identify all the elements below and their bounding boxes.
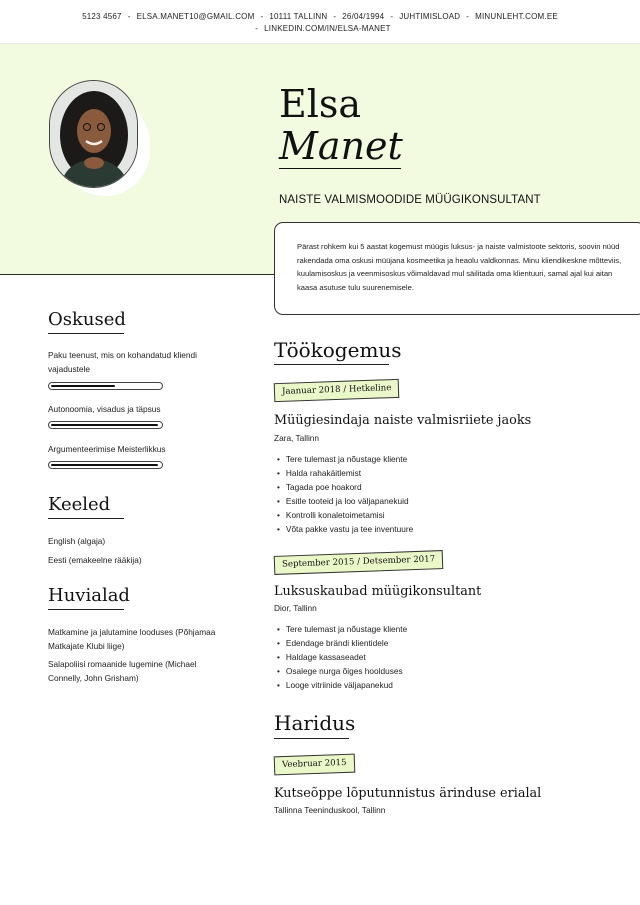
company-1: Zara, Tallinn	[274, 433, 320, 443]
name-divider	[279, 168, 401, 169]
task-item: • Tere tulemast ja nõustage kliente	[277, 623, 407, 637]
website-link[interactable]: MINUNLEHT.COM.EE	[475, 12, 558, 21]
phone: 5123 4567	[82, 12, 122, 21]
task-item: • Võta pakke vastu ja tee inventuure	[277, 523, 413, 537]
birthdate: 26/04/1994	[342, 12, 385, 21]
linkedin-link[interactable]: LINKEDIN.COM/IN/ELSA-MANET	[264, 24, 391, 33]
task-item: • Tagada poe hoakord	[277, 481, 413, 495]
skill-label: Argumenteerimise Meisterlikkus	[48, 444, 166, 454]
skill-level-fill	[51, 424, 158, 426]
interest-item: Matkamine ja jalutamine looduses (Põhjamaa Matkajate Klubi liige)	[48, 627, 216, 651]
language-item: Eesti (emakeelne rääkija)	[48, 555, 142, 565]
email-link[interactable]: ELSA.MANET10@GMAIL.COM	[136, 12, 255, 21]
company-2: Dior, Tallinn	[274, 603, 317, 613]
skill-level-fill	[51, 464, 158, 466]
interests-heading: Huvialad	[48, 585, 130, 606]
interest-item: Salapoliisi romaanide lugemine (Michael Connelly, John Grisham)	[48, 659, 197, 683]
job-title-1: Müügiesindaja naiste valmisriiete jaoks	[274, 413, 532, 428]
skill-label: Paku teenust, mis on kohandatud kliendi vajadustele	[48, 350, 197, 374]
task-list-2	[277, 623, 407, 693]
task-item: • Haldage kassaseadet	[277, 651, 407, 665]
languages-heading: Keeled	[48, 494, 111, 515]
education-divider	[274, 738, 349, 739]
languages-divider	[48, 518, 124, 519]
task-item: • Looge vitriinide väljapanekud	[277, 679, 407, 693]
task-list-1	[277, 453, 413, 536]
profile-photo	[49, 80, 138, 188]
task-item: • Esitle tooteid ja loo väljapanekuid	[277, 495, 413, 509]
summary-box	[274, 222, 640, 315]
task-item: • Tere tulemast ja nõustage kliente	[277, 453, 413, 467]
language-item: English (algaja)	[48, 536, 106, 546]
interests-divider	[48, 609, 124, 610]
date-tag: September 2015 / Detsember 2017	[274, 550, 444, 575]
address: 10111 TALLINN	[269, 12, 328, 21]
skill-level-bar	[48, 421, 163, 429]
first-name: Elsa	[279, 82, 362, 126]
contact-row-2: - LINKEDIN.COM/IN/ELSA-MANET	[255, 24, 391, 33]
job-title: NAISTE VALMISMOODIDE MÜÜGIKONSULTANT	[279, 194, 541, 206]
experience-divider	[274, 364, 389, 365]
task-item: • Kontrolli konaletoimetamisi	[277, 509, 413, 523]
date-tag: Veebruar 2015	[274, 754, 355, 776]
skill-level-fill	[51, 385, 115, 387]
contact-row-1: 5123 4567 - ELSA.MANET10@GMAIL.COM - 10111 TALLINN - 26/04/1994 - JUHTIMISLOAD - MINUNLEHT.COM.EE	[82, 12, 558, 21]
driving-license: JUHTIMISLOAD	[399, 12, 461, 21]
degree-title: Kutseõppe lõputunnistus ärinduse erialal	[274, 786, 542, 801]
last-name: Manet	[279, 124, 403, 168]
skill-label: Autonoomia, visadus ja täpsus	[48, 404, 161, 414]
contact-bar	[0, 0, 640, 44]
job-title-2: Luksuskaubad müügikonsultant	[274, 584, 482, 599]
education-heading: Haridus	[274, 711, 356, 735]
summary-text: Pärast rohkem kui 5 aastat kogemust müügis luksus- ja naiste valmistoote sektoris, soovin nüüd rakendada oma oskusi müüjana kosmeetika ja heaolu valdkonnas. Minu kliendikeskne mõtteviis, kuulamisoskus ja veenmisoskus võimaldavad mul säilitada oma klientuuri, samal ajal kui aitan kaasa asutuse tulu suurenemisele.	[297, 242, 622, 292]
skills-divider	[48, 333, 124, 334]
skill-level-bar	[48, 461, 163, 469]
skill-level-bar	[48, 382, 163, 390]
task-item: • Halda rahakäitlemist	[277, 467, 413, 481]
task-item: • Osalege nurga õiges hoolduses	[277, 665, 407, 679]
portrait-image	[50, 81, 138, 188]
skills-heading: Oskused	[48, 309, 126, 330]
school-name: Tallinna Teeninduskool, Tallinn	[274, 805, 386, 815]
task-item: • Edendage brändi klientidele	[277, 637, 407, 651]
date-tag: Jaanuar 2018 / Hetkeline	[274, 379, 400, 402]
experience-heading: Töökogemus	[274, 338, 402, 362]
